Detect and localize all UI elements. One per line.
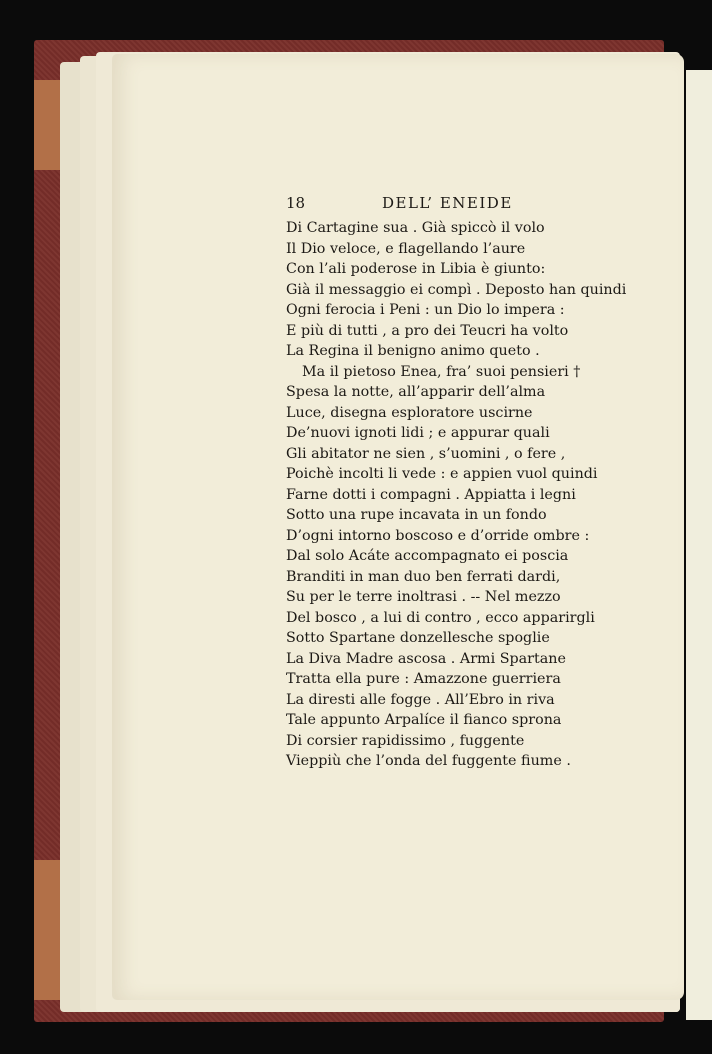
page-header (286, 194, 526, 214)
verse-line: E più di tutti , a pro dei Teucri ha volto (286, 322, 569, 339)
verse-line: Il Dio veloce, e flagellando l’aure (286, 240, 526, 257)
verse-line: D’ogni intorno boscoso e d’orride ombre : (286, 527, 590, 544)
verse-line: Spesa la notte, all’apparir dell’alma (286, 384, 546, 400)
verse-line: Di Cartagine sua . Già spiccò il volo (286, 220, 545, 236)
verse-line: La Regina il benigno animo queto . (286, 343, 540, 359)
verse-line: Già il messaggio ei compì . Deposto han quindi (286, 281, 627, 298)
verse-line: Con l’ali poderose in Libia è giunto: (286, 261, 546, 277)
verse-line: Di corsier rapidissimo , fuggente (286, 732, 525, 749)
verse-line: Ogni ferocia i Peni : un Dio lo impera : (286, 302, 565, 318)
verse-line: Su per le terre inoltrasi . -- Nel mezzo (286, 589, 561, 605)
running-head: DELL’ ENEIDE (382, 194, 513, 212)
verse-line: Dal solo Acáte accompagnato ei poscia (286, 548, 569, 564)
verse-line: Ma il pietoso Enea, fra’ suoi pensieri † (302, 363, 581, 380)
verse-line: Sotto Spartane donzellesche spoglie (286, 630, 550, 646)
verse-line: Branditi in man duo ben ferrati dardi, (286, 568, 561, 585)
verse-line: Gli abitator ne sien , s’uomini , o fere , (286, 445, 566, 462)
verse-line: Farne dotti i compagni . Appiatta i legni (286, 486, 576, 503)
page-number: 18 (286, 194, 306, 212)
verse-block (286, 218, 627, 772)
verse-line: Tale appunto Arpalíce il fianco sprona (286, 712, 562, 728)
verse-line: Vieppiù che l’onda del fuggente fiume . (286, 753, 571, 769)
verse-line: La Diva Madre ascosa . Armi Spartane (286, 650, 566, 667)
verse-line: De’nuovi ignoti lidi ; e appurar quali (286, 425, 550, 441)
verse-line: Del bosco , a lui di contro , ecco apparirgli (286, 609, 595, 626)
verse-line: Luce, disegna esploratore uscirne (286, 404, 533, 421)
cover-corner-leather (34, 860, 60, 1000)
verse-line: Tratta ella pure : Amazzone guerriera (286, 671, 561, 687)
facing-page-edge (686, 70, 712, 1020)
verse-line: Sotto una rupe incavata in un fondo (286, 507, 547, 523)
cover-corner-leather (34, 80, 60, 170)
verse-line: La diresti alle fogge . All’Ebro in riva (286, 691, 555, 708)
verse-line: Poichè incolti li vede : e appien vuol quindi (286, 466, 598, 482)
